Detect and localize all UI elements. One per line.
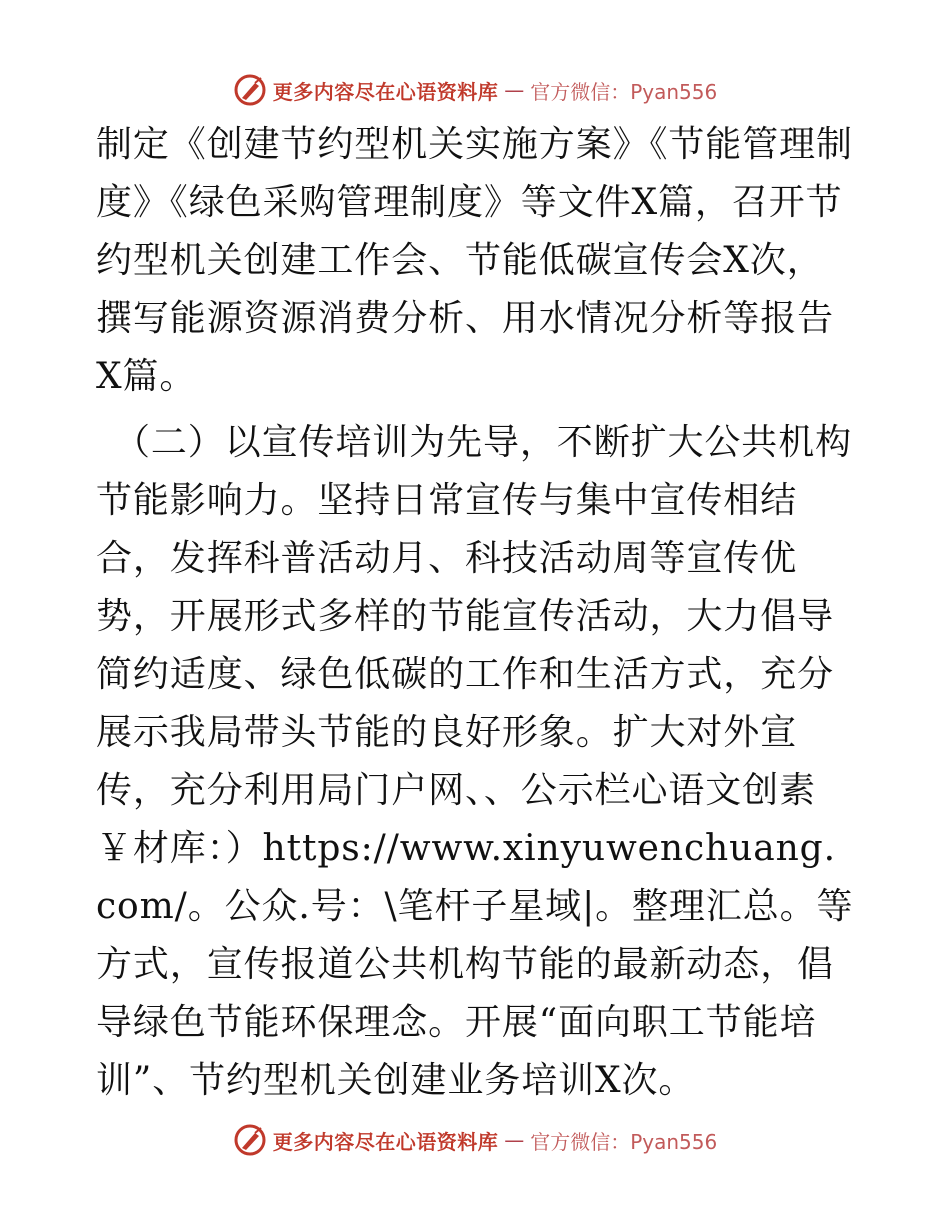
banner-separator: — [504,78,525,102]
footer-watermark-banner [0,1120,950,1160]
quill-pen-logo-icon [233,1123,267,1157]
banner-brand-text: 更多内容尽在心语资料库 [272,79,499,104]
paragraph-2: （二）以宣传培训为先导，不断扩大公共机构节能影响力。坚持日常宣传与集中宣传相结合，发挥科普活动月、科技活动周等宣传优势，开展形式多样的节能宣传活动，大力倡导简约适度、绿色低碳的工作和生活方式，充分展示我局带头节能的良好形象。扩大对外宣传，充分利用局门户网、、公示栏心语文创素￥材库：）https://www.xinyuwenchuang.com/。公众.号：\笔杆子星域|。整理汇总。等方式，宣传报道公共机构节能的最新动态，倡导绿色节能环保理念。开展“面向职工节能培训”、节约型机关创建业务培训X次。 [96,422,854,1101]
quill-pen-logo-icon [233,73,267,107]
banner-separator: — [504,1128,525,1152]
banner-brand-text: 更多内容尽在心语资料库 [272,1129,499,1154]
banner-wechat-text: 官方微信：Pyan556 [530,79,718,104]
banner-wechat-text: 官方微信：Pyan556 [530,1129,718,1154]
paragraph-1: 制定《创建节约型机关实施方案》《节能管理制度》《绿色采购管理制度》等文件X篇，召开节约型机关创建工作会、节能低碳宣传会X次，撰写能源资源消费分析、用水情况分析等报告X篇。 [96,124,853,397]
header-watermark-banner [0,70,950,110]
document-body [96,116,856,1110]
